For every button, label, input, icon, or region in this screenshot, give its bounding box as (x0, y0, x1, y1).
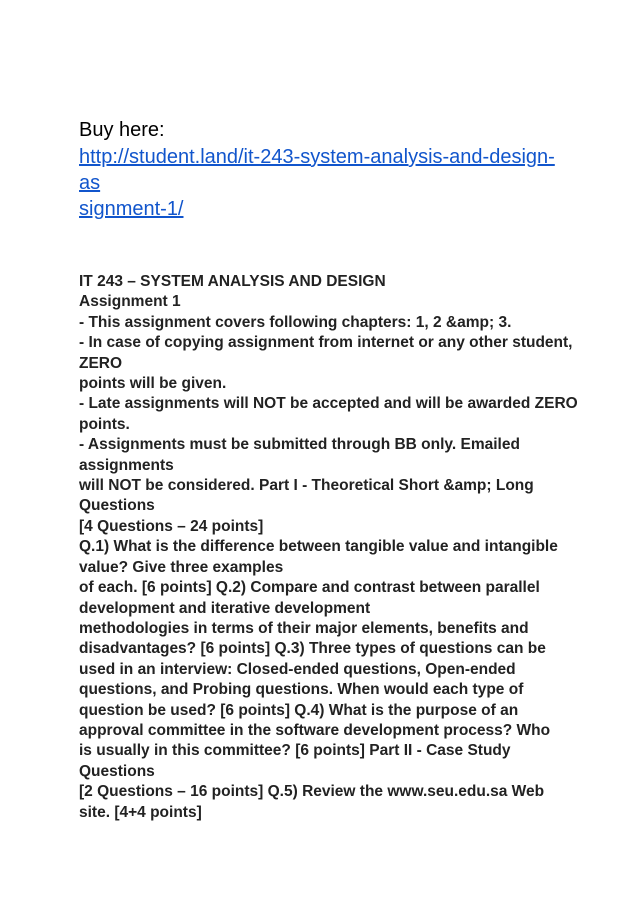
question-line: questions, and Probing questions. When would each type of (79, 681, 524, 699)
assignment-heading: Assignment 1 (79, 293, 181, 311)
question-line: [2 Questions – 16 points] Q.5) Review the www.seu.edu.sa Web (79, 783, 545, 801)
text-line: points. (79, 415, 130, 433)
text-line: will NOT be considered. Part I - Theoretical Short &amp; Long (79, 477, 534, 495)
text-line: - Late assignments will NOT be accepted and will be awarded ZERO (79, 395, 578, 413)
question-line: of each. [6 points] Q.2) Compare and contrast between parallel (79, 579, 540, 597)
purchase-link-line-1[interactable]: http://student.land/it-243-system-analysis-and-design-as (79, 146, 555, 194)
question-line: Q.1) What is the difference between tangible value and intangible (79, 538, 558, 556)
purchase-link[interactable] (79, 144, 569, 222)
text-line: - Assignments must be submitted through BB only. Emailed (79, 436, 520, 454)
text-line: ZERO (79, 354, 123, 372)
text-line: - This assignment covers following chapters: 1, 2 &amp; 3. (79, 313, 512, 331)
document-page (79, 117, 579, 823)
question-line: site. [4+4 points] (79, 803, 202, 821)
text-line: assignments (79, 456, 174, 474)
question-line: question be used? [6 points] Q.4) What is the purpose of an (79, 701, 519, 719)
purchase-link-line-2[interactable]: signment-1/ (79, 198, 184, 220)
text-line: Questions (79, 497, 155, 515)
text-line: [4 Questions – 24 points] (79, 517, 264, 535)
course-title: IT 243 – SYSTEM ANALYSIS AND DESIGN (79, 273, 386, 290)
question-line: approval committee in the software development process? Who (79, 721, 551, 739)
question-line: methodologies in terms of their major elements, benefits and (79, 619, 529, 637)
question-line: value? Give three examples (79, 558, 284, 576)
text-line: - In case of copying assignment from internet or any other student, (79, 334, 573, 352)
question-line: Questions (79, 762, 155, 780)
buy-here-label: Buy here: (79, 119, 165, 141)
question-line: disadvantages? [6 points] Q.3) Three types of questions can be (79, 640, 546, 658)
question-line: used in an interview: Closed-ended questions, Open-ended (79, 660, 516, 678)
question-line: development and iterative development (79, 599, 371, 617)
text-line: points will be given. (79, 375, 227, 393)
question-line: is usually in this committee? [6 points] Part II - Case Study (79, 742, 511, 760)
assignment-text (79, 272, 579, 823)
